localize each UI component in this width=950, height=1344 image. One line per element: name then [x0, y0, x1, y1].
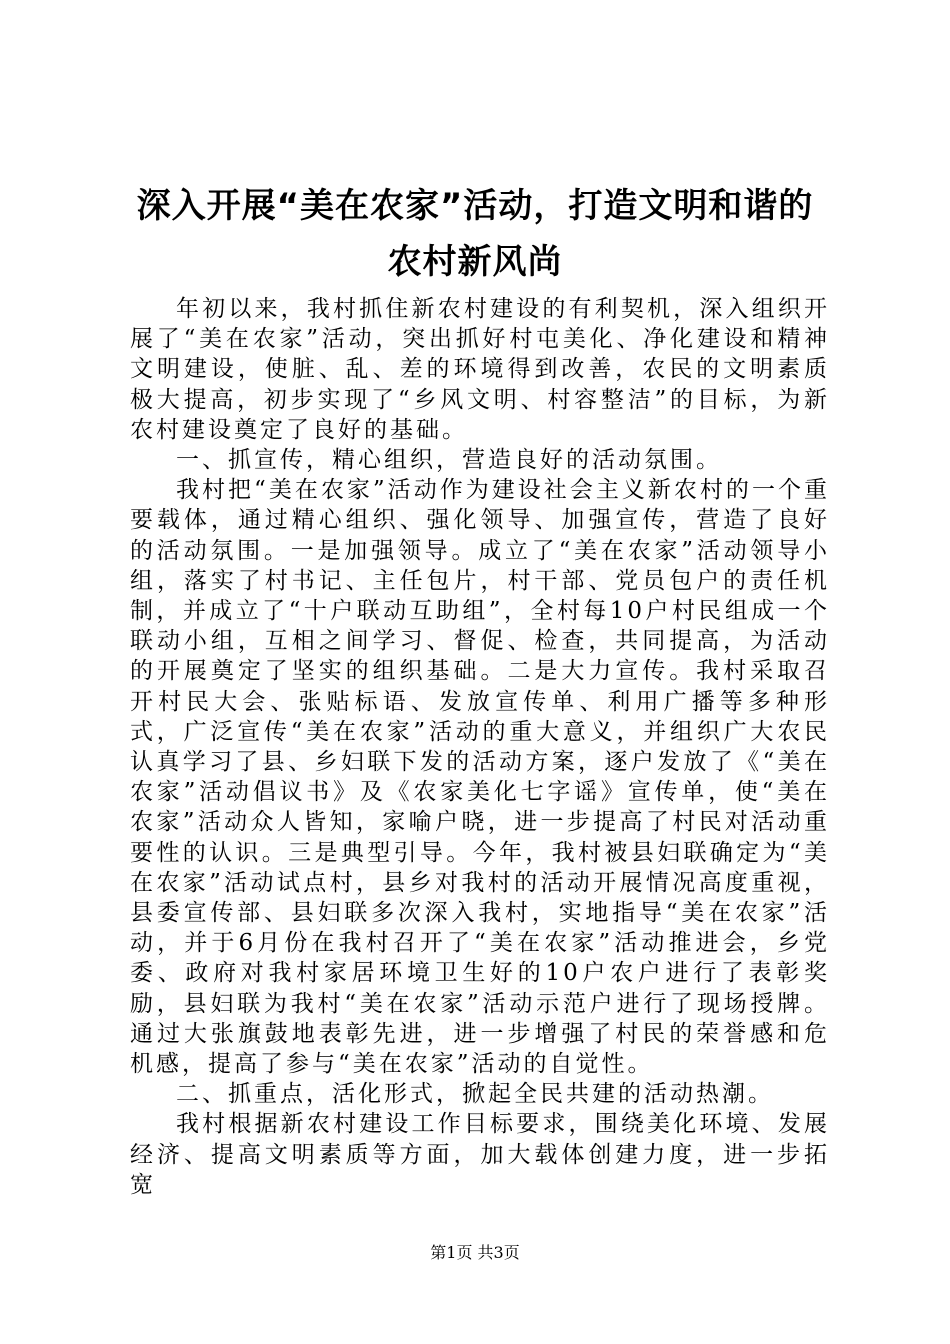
page-footer: [0, 1242, 950, 1264]
title-line-1: 深入开展“美在农家”活动，打造文明和谐的: [136, 186, 814, 226]
document-title: [120, 178, 830, 290]
section-heading-1: 一、抓宣传，精心组织，营造良好的活动氛围。: [176, 447, 722, 474]
section-heading-2: 二、抓重点，活化形式，掀起全民共建的活动热潮。: [176, 1081, 774, 1108]
paragraph-intro: 年初以来，我村抓住新农村建设的有利契机，深入组织开展了“美在农家”活动，突出抓好村屯美化、净化建设和精神文明建设，使脏、乱、差的环境得到改善，农民的文明素质极大提高，初步实现了“乡风文明、村容整洁”的目标，为新农村建设奠定了良好的基础。: [130, 296, 830, 443]
paragraph-section-1: 我村把“美在农家”活动作为建设社会主义新农村的一个重要载体，通过精心组织、强化领导、加强宣传，营造了良好的活动氛围。一是加强领导。成立了“美在农家”活动领导小组，落实了村书记、主任包片，村干部、党员包户的责任机制，并成立了“十户联动互助组”，全村每10户村民组成一个联动小组，互相之间学习、督促、检查，共同提高，为活动的开展奠定了坚实的组织基础。二是大力宣传。我村采取召开村民大会、张贴标语、发放宣传单、利用广播等多种形式，广泛宣传“美在农家”活动的重大意义，并组织广大农民认真学习了县、乡妇联下发的活动方案，逐户发放了《“美在农家”活动倡议书》及《农家美化七字谣》宣传单，使“美在农家”活动众人皆知，家喻户晓，进一步提高了村民对活动重要性的认识。三是典型引导。今年，我村被县妇联确定为“美在农家”活动试点村，县乡对我村的活动开展情况高度重视，县委宣传部、县妇联多次深入我村，实地指导“美在农家”活动，并于6月份在我村召开了“美在农家”活动推进会，乡党委、政府对我村家居环境卫生好的10户农户进行了表彰奖励，县妇联为我村“美在农家”活动示范户进行了现场授牌。通过大张旗鼓地表彰先进，进一步增强了村民的荣誉感和危机感，提高了参与“美在农家”活动的自觉性。: [130, 477, 830, 1078]
paragraph-section-2: 我村根据新农村建设工作目标要求，围绕美化环境、发展经济、提高文明素质等方面，加大载体创建力度，进一步拓宽: [130, 1111, 830, 1198]
document-body: [130, 294, 830, 1200]
page-number: 第1页 共3页: [430, 1243, 520, 1262]
title-line-2: 农村新风尚: [387, 242, 563, 282]
